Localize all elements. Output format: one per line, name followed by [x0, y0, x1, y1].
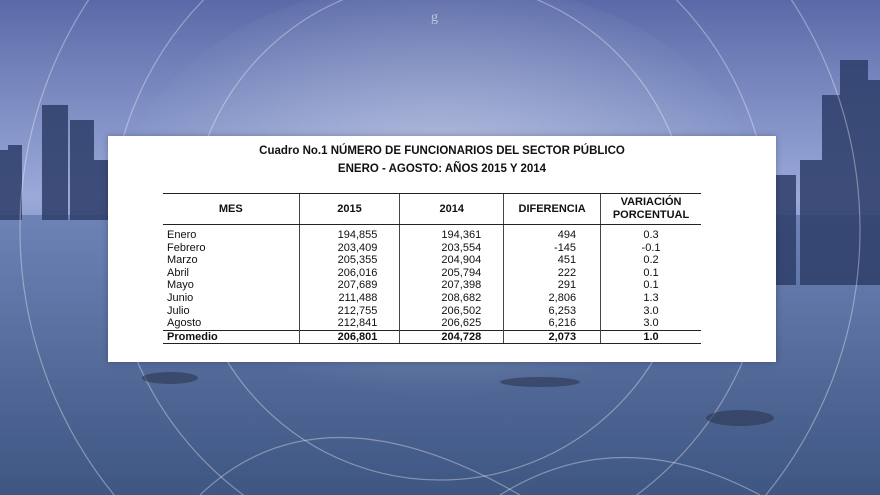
total-2015: 206,801 — [299, 330, 400, 344]
cell-2015: 205,355 — [299, 254, 400, 267]
cell-diferencia: 291 — [504, 279, 601, 292]
cell-2014: 205,794 — [400, 267, 504, 280]
cell-2014: 203,554 — [400, 242, 504, 255]
header-2014: 2014 — [400, 194, 504, 225]
header-row — [163, 194, 701, 225]
cell-diferencia: 2,806 — [504, 292, 601, 305]
table-row — [163, 225, 701, 242]
table-subtitle: ENERO - AGOSTO: AÑOS 2015 Y 2014 — [337, 163, 547, 175]
table-row — [163, 242, 701, 255]
cell-2014: 206,625 — [400, 317, 504, 330]
cell-2015: 212,841 — [299, 317, 400, 330]
watermark-logo: g — [431, 10, 438, 25]
cell-variacion: 0.2 — [601, 254, 701, 267]
cell-mes: Mayo — [167, 279, 194, 292]
table-row — [163, 267, 701, 280]
cell-mes: Marzo — [167, 254, 198, 267]
cell-2015: 207,689 — [299, 279, 400, 292]
header-variacion-line2: PORCENTUAL — [612, 209, 690, 221]
header-diferencia: DIFERENCIA — [504, 194, 601, 225]
table-row — [163, 279, 701, 292]
cell-mes: Julio — [167, 304, 190, 317]
header-variacion-line1: VARIACIÓN — [620, 196, 682, 208]
cell-diferencia: -145 — [504, 242, 601, 255]
data-table — [163, 193, 701, 344]
cell-diferencia: 222 — [504, 267, 601, 280]
table-card — [108, 136, 776, 362]
cell-2014: 207,398 — [400, 279, 504, 292]
total-row — [163, 330, 701, 344]
table-row — [163, 254, 701, 267]
table-title: Cuadro No.1 NÚMERO DE FUNCIONARIOS DEL SECTOR PÚBLICO — [259, 145, 625, 157]
cell-variacion: 3.0 — [601, 305, 701, 318]
cell-2015: 194,855 — [299, 225, 400, 242]
cell-variacion: 0.1 — [601, 267, 701, 280]
cell-2014: 204,904 — [400, 254, 504, 267]
header-mes: MES — [163, 194, 299, 225]
cell-variacion: 0.1 — [601, 279, 701, 292]
total-diferencia: 2,073 — [504, 330, 601, 344]
total-variacion: 1.0 — [601, 330, 701, 344]
cell-mes: Agosto — [167, 317, 202, 330]
total-mes: Promedio — [163, 330, 299, 344]
cell-diferencia: 494 — [504, 225, 601, 242]
cell-variacion: 3.0 — [601, 317, 701, 330]
cell-2015: 203,409 — [299, 242, 400, 255]
table-row — [163, 317, 701, 330]
total-2014: 204,728 — [400, 330, 504, 344]
header-2015: 2015 — [299, 194, 400, 225]
table-row — [163, 305, 701, 318]
cell-mes: Enero — [167, 229, 197, 241]
cell-2015: 206,016 — [299, 267, 400, 280]
header-variacion — [601, 194, 701, 225]
cell-variacion: 1.3 — [601, 292, 701, 305]
cell-2014: 206,502 — [400, 305, 504, 318]
cell-variacion: 0.3 — [601, 225, 701, 242]
cell-2014: 208,682 — [400, 292, 504, 305]
cell-2015: 211,488 — [299, 292, 400, 305]
cell-diferencia: 6,253 — [504, 305, 601, 318]
cell-diferencia: 451 — [504, 254, 601, 267]
cell-mes: Abril — [167, 266, 190, 279]
cell-2015: 212,755 — [299, 305, 400, 318]
cell-variacion: -0.1 — [601, 242, 701, 255]
cell-2014: 194,361 — [400, 225, 504, 242]
cell-mes: Febrero — [167, 241, 206, 254]
cell-mes: Junio — [167, 291, 194, 304]
table-row — [163, 292, 701, 305]
cell-diferencia: 6,216 — [504, 317, 601, 330]
